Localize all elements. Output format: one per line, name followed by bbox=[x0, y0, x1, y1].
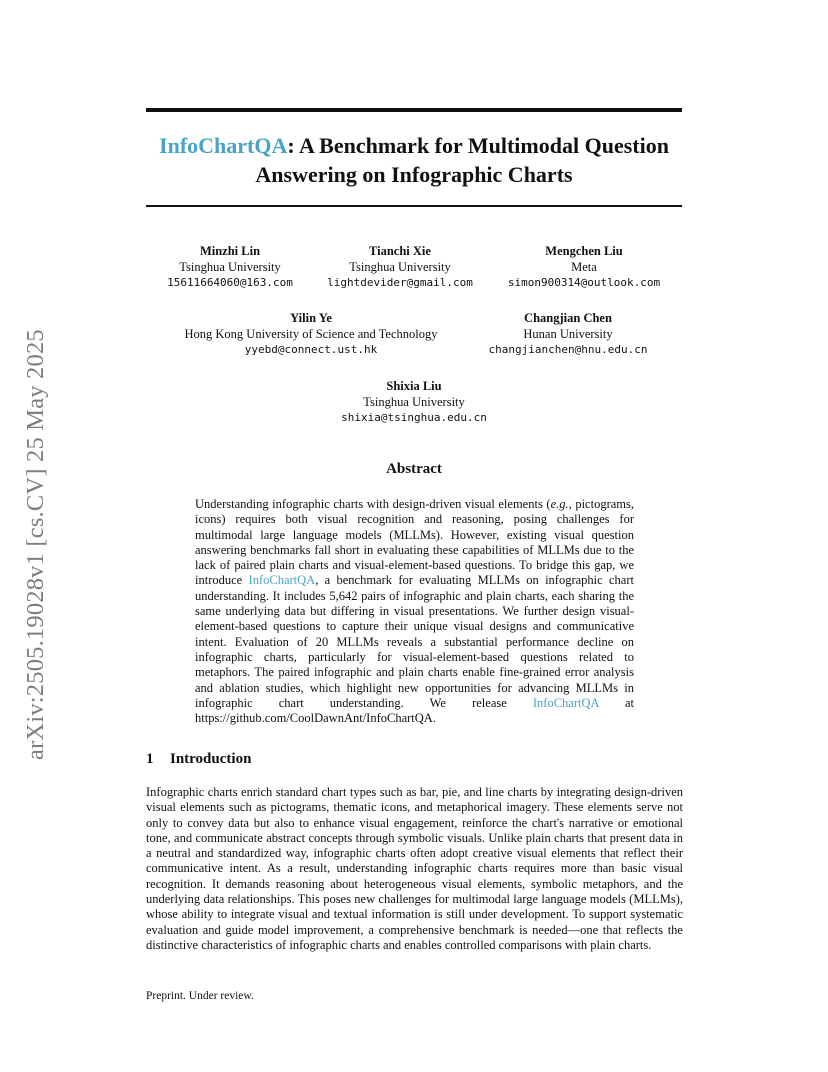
abstract-part: , pictograms, icons) requires both visual recognition and reasoning, posing challenges for multimodal large language models (MLLMs). However, existing visual question answering benchmarks fall short in evaluating these capabilities of MLLMs due to the lack of paired plain charts and visual-element-based questions. To bridge this gap, we introduce bbox=[195, 497, 635, 588]
abstract-part: Understanding infographic charts with design-driven visual elements ( bbox=[195, 497, 551, 511]
author-affiliation: Hunan University bbox=[523, 326, 613, 341]
paper-title bbox=[140, 131, 688, 189]
author-affiliation: Tsinghua University bbox=[349, 259, 451, 274]
section-heading-introduction bbox=[146, 751, 251, 768]
infochartqa-link[interactable]: InfoChartQA bbox=[532, 695, 599, 710]
abstract-part: at https://github.com/CoolDawnAnt/InfoChartQA. bbox=[195, 695, 634, 726]
title-bottom-rule bbox=[146, 205, 682, 207]
infochartqa-link[interactable]: InfoChartQA bbox=[248, 573, 316, 588]
author-name: Changjian Chen bbox=[524, 311, 612, 325]
title-rest: : A Benchmark for Multimodal Question Answering on Infographic Charts bbox=[255, 133, 669, 187]
author-block bbox=[508, 244, 660, 291]
author-block bbox=[489, 311, 648, 358]
author-affiliation: Meta bbox=[571, 259, 597, 274]
author-affiliation: Tsinghua University bbox=[363, 394, 465, 409]
author-block bbox=[327, 244, 473, 291]
author-email[interactable]: changjianchen@hnu.edu.cn bbox=[488, 343, 648, 356]
author-block bbox=[341, 379, 487, 426]
author-block bbox=[167, 244, 293, 291]
author-block bbox=[184, 311, 437, 358]
author-email[interactable]: yyebd@connect.ust.hk bbox=[244, 343, 378, 356]
author-affiliation: Hong Kong University of Science and Technology bbox=[184, 326, 438, 341]
preprint-footnote: Preprint. Under review. bbox=[146, 990, 254, 1002]
author-name: Mengchen Liu bbox=[545, 244, 623, 258]
author-name: Tianchi Xie bbox=[369, 244, 431, 258]
abstract-italic: e.g. bbox=[550, 497, 569, 511]
author-email[interactable]: shixia@tsinghua.edu.cn bbox=[341, 411, 487, 424]
author-name: Yilin Ye bbox=[290, 311, 332, 325]
abstract-heading: Abstract bbox=[386, 461, 442, 477]
section-title: Introduction bbox=[170, 751, 252, 767]
author-affiliation: Tsinghua University bbox=[179, 259, 281, 274]
abstract-part: , a benchmark for evaluating MLLMs on infographic chart understanding. It includes 5,642 pairs of infographic and plain charts, each sharing the same underlying data but differing in visual presentations. We further design visual-element-based questions to capture their unique visual designs and communicative intent. Evaluation of 20 MLLMs reveals a substantial performance decline on infographic charts, particularly for visual-element-based questions related to metaphors. The paired infographic and plain charts enable fine-grained error analysis and ablation studies, which highlight new opportunities for advancing MLLMs in infographic chart understanding. We release bbox=[195, 573, 634, 710]
author-email[interactable]: 15611664060@163.com bbox=[167, 276, 293, 289]
section-number: 1 bbox=[146, 751, 154, 767]
author-name: Minzhi Lin bbox=[199, 244, 261, 258]
author-email[interactable]: simon900314@outlook.com bbox=[507, 276, 661, 289]
introduction-text bbox=[146, 785, 683, 953]
abstract-text bbox=[195, 497, 634, 726]
title-top-rule bbox=[146, 108, 682, 112]
title-accent-name: InfoChartQA bbox=[159, 133, 288, 158]
introduction-paragraph: Infographic charts enrich standard chart types such as bar, pie, and line charts by integrating design-driven visual elements such as pictograms, thematic icons, and metaphorical imagery. These elements serve not only to convey data but also to enhance visual engagement, reinforce the chart's narrative or emotional tone, and communicate abstract concepts through symbolic visuals. Unlike plain charts that present data in a neutral and standardized way, infographic charts often adopt creative visual elements that reflect their communicative intent. As a result, understanding infographic charts requires more than basic visual recognition. It demands reasoning about heterogeneous visual elements, symbolic metaphors, and the underlying data relationships. This poses new challenges for multimodal large language models (MLLMs), whose ability to integrate visual and textual information is still under development. To support systematic evaluation and guide model improvement, a comprehensive benchmark is needed—one that reflects the distinctive characteristics of infographic charts and enables controlled comparisons with plain charts. bbox=[146, 785, 683, 952]
author-name: Shixia Liu bbox=[386, 379, 442, 393]
author-email[interactable]: lightdevider@gmail.com bbox=[327, 276, 473, 289]
arxiv-identifier-stamp: arXiv:2505.19028v1 [cs.CV] 25 May 2025 bbox=[22, 329, 49, 760]
